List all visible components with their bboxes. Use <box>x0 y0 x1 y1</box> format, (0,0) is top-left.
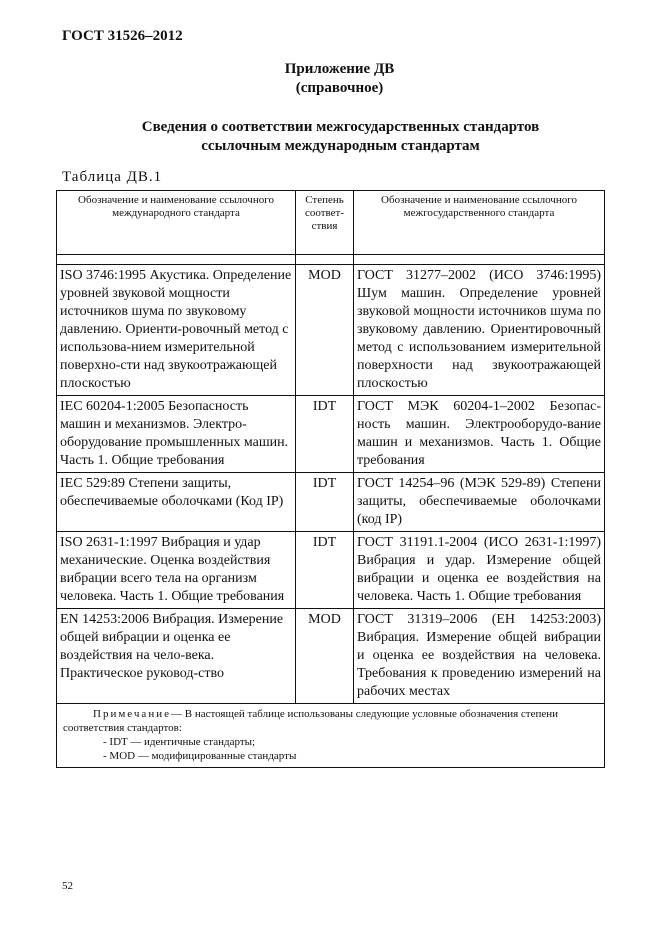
header-national-standard: Обозначение и наименование ссылочного межгосударственного стандарта <box>354 191 605 255</box>
separator-cell <box>354 255 605 265</box>
note-item-idt: - IDT — идентичные стандарты; <box>103 736 256 748</box>
note-text: — В настоящей таблице использованы следующие условные обозначения степени соответствия стандартов: <box>63 708 559 734</box>
note-label: Примечание <box>93 708 171 720</box>
note-intro <box>63 707 598 735</box>
table-row <box>57 396 605 473</box>
national-standard-cell: ГОСТ 31277–2002 (ИСО 3746:1995) Шум машин. Определение уровней звуковой мощности источников шума по звуковому давлению. Ориентировочный метод с использованием измерительной поверхности над звукоотражающей плоскостью <box>354 265 605 396</box>
header-separator-row <box>57 255 605 265</box>
correspondence-table <box>56 190 605 768</box>
section-heading <box>0 118 661 156</box>
national-standard-cell: ГОСТ 14254–96 (МЭК 529-89) Степени защиты, обеспечиваемые оболочками (код IP) <box>354 473 605 532</box>
national-standard-cell: ГОСТ 31319–2006 (ЕН 14253:2003) Вибрация. Измерение общей вибрации и оценка ее воздействия на человека. Требования к проведению измерений на рабочих местах <box>354 609 605 704</box>
national-standard-cell: ГОСТ 31191.1-2004 (ИСО 2631-1:1997) Вибрация и удар. Измерение общей вибрации и оценка ее воздействия на человека. Часть 1. Общие требования <box>354 532 605 609</box>
table-row <box>57 265 605 396</box>
table-row <box>57 532 605 609</box>
table-row <box>57 473 605 532</box>
degree-cell: IDT <box>296 532 354 609</box>
intl-standard-cell: ISO 3746:1995 Акустика. Определение уровней звуковой мощности источников шума по звуковому давлению. Ориенти-ровочный метод с использова-нием измерительной поверхно-сти над звукоотражающей плоскостью <box>57 265 296 396</box>
national-standard-cell: ГОСТ МЭК 60204-1–2002 Безопас-ность машин. Электрооборудо-вание машин и механизмов. Часть 1. Общие требования <box>354 396 605 473</box>
separator-cell <box>57 255 296 265</box>
note-item-mod: - MOD — модифицированные стандарты <box>103 750 297 762</box>
header-intl-standard: Обозначение и наименование ссылочного международного стандарта <box>57 191 296 255</box>
appendix-subtitle: (справочное) <box>295 80 384 96</box>
degree-cell: MOD <box>296 265 354 396</box>
header-degree: Степень соответ-ствия <box>296 191 354 255</box>
degree-cell: MOD <box>296 609 354 704</box>
appendix-title: Приложение ДВ <box>284 61 395 77</box>
intl-standard-cell: IEC 60204-1:2005 Безопасность машин и механизмов. Электро-оборудование промышленных машин. Часть 1. Общие требования <box>57 396 296 473</box>
heading-line-2: ссылочным международным стандартам <box>201 138 480 154</box>
standard-code: ГОСТ 31526–2012 <box>62 28 183 44</box>
table-note <box>57 704 605 768</box>
degree-cell: IDT <box>296 396 354 473</box>
table-note-row <box>57 704 605 768</box>
intl-standard-cell: ISO 2631-1:1997 Вибрация и удар механические. Оценка воздействия вибрации всего тела на организм человека. Часть 1. Общие требования <box>57 532 296 609</box>
degree-cell: IDT <box>296 473 354 532</box>
heading-line-1: Сведения о соответствии межгосударственных стандартов <box>141 119 540 135</box>
intl-standard-cell: IEC 529:89 Степени защиты, обеспечиваемые оболочками (Код IP) <box>57 473 296 532</box>
table-row <box>57 609 605 704</box>
table-caption: Таблица ДВ.1 <box>62 169 163 185</box>
table-header-row <box>57 191 605 255</box>
appendix-title-block <box>0 60 661 98</box>
page-number: 52 <box>62 880 73 892</box>
intl-standard-cell: EN 14253:2006 Вибрация. Измерение общей вибрации и оценка ее воздействия на чело-века. Практическое руковод-ство <box>57 609 296 704</box>
separator-cell <box>296 255 354 265</box>
